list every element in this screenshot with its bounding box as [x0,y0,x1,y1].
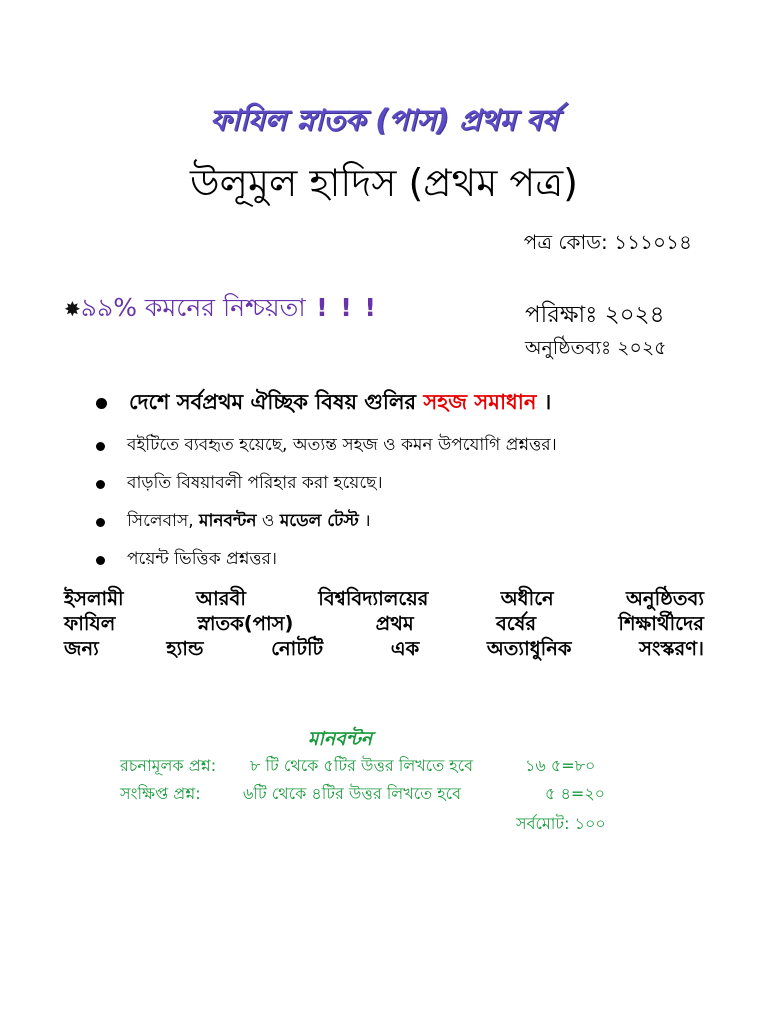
feature-text [129,386,551,421]
description-line [64,611,704,636]
word: আরবী [196,587,246,610]
word: বিশ্ববিদ্যালয়ের [318,587,429,610]
question-type: সংক্ষিপ্ত প্রশ্ন: [120,784,201,803]
mark-calc: ৫ ৪=২০ [545,784,606,803]
word: ইসলামী [64,587,124,610]
word: বর্ষের [495,612,537,635]
feature-text: বইটিতে ব্যবহৃত হয়েছে, অত্যন্ত সহজ ও কমন উপযোগি প্রশ্নত্তর। [127,435,557,455]
word: শিক্ষার্থীদের [618,612,704,635]
question-instruction: ৬টি থেকে ৪টির উত্তর লিখতে হবে [243,784,461,803]
description-line [64,586,704,611]
word: সংস্করণ। [639,637,704,660]
guarantee-text: ৯৯% কমনের নিশ্চয়তা [80,293,306,322]
mark-distribution-text: মানবন্টন [199,511,257,531]
feature-prefix: দেশে সর্বপ্রথম ঐচ্ছিক বিষয় গুলির [129,390,424,414]
bullet-icon [96,398,107,409]
bullet-icon [96,442,105,451]
mark-row-broad [120,753,595,780]
feature-list [96,386,736,583]
mark-distribution-heading: মানবন্টন [307,728,373,750]
question-type: রচনামূলক প্রশ্ন: [120,756,217,775]
list-item [96,431,736,461]
list-item [96,386,736,421]
description-paragraph [64,586,704,661]
paper-code: পত্র কোড: ১১১০১৪ [523,230,692,254]
exam-year: পরিক্ষাঃ ২০২৪ [525,302,665,328]
word: হ্যান্ড [166,637,204,660]
end-mark: । [358,511,371,531]
bullet-icon [96,518,105,527]
syllabus-text: সিলেবাস, [127,511,200,531]
feature-text [127,508,371,536]
word: জন্য [64,637,99,660]
bullet-icon [96,556,105,565]
feature-text: বাড়তি বিষয়াবলী পরিহার করা হয়েছে। [127,473,383,493]
word: অনুষ্ঠিতব্য [626,587,704,610]
course-subtitle: ফাযিল স্নাতক (পাস) প্রথম বর্ষ [210,103,558,137]
feature-text: পয়েন্ট ভিত্তিক প্রশ্নত্তর। [127,549,277,569]
highlight-text: সহজ সমাধান [423,390,537,414]
word: নোটটি [271,637,324,660]
star-icon: ✸ [64,297,81,321]
mark-row-short [120,781,605,808]
description-line [64,636,704,661]
word: স্নাতক(পাস) [197,612,294,635]
list-item [96,507,736,537]
common-guarantee [64,288,378,331]
bullet-icon [96,480,105,489]
word: ফাযিল [64,612,116,635]
held-year: অনুষ্ঠিতব্যঃ ২০২৫ [525,337,667,359]
word: অধীনে [500,587,554,610]
question-instruction: ৮ টি থেকে ৫টির উত্তর লিখতে হবে [250,756,474,775]
word: এক [390,637,420,660]
model-test-text: মডেল টেস্ট [279,511,359,531]
total-marks: সর্বমোট: ১০০ [516,814,606,833]
conjunction-text: ও [256,511,280,531]
exclamation-marks: ! ! ! [305,293,378,322]
mark-calc: ১৬ ৫=৮০ [525,756,596,775]
list-item [96,545,736,575]
word: প্রথম [375,612,414,635]
list-item [96,469,736,499]
word: অত্যাধুনিক [486,637,572,660]
feature-suffix: । [536,390,552,414]
book-title: উলূমুল হাদিস (প্রথম পত্র) [190,161,578,205]
